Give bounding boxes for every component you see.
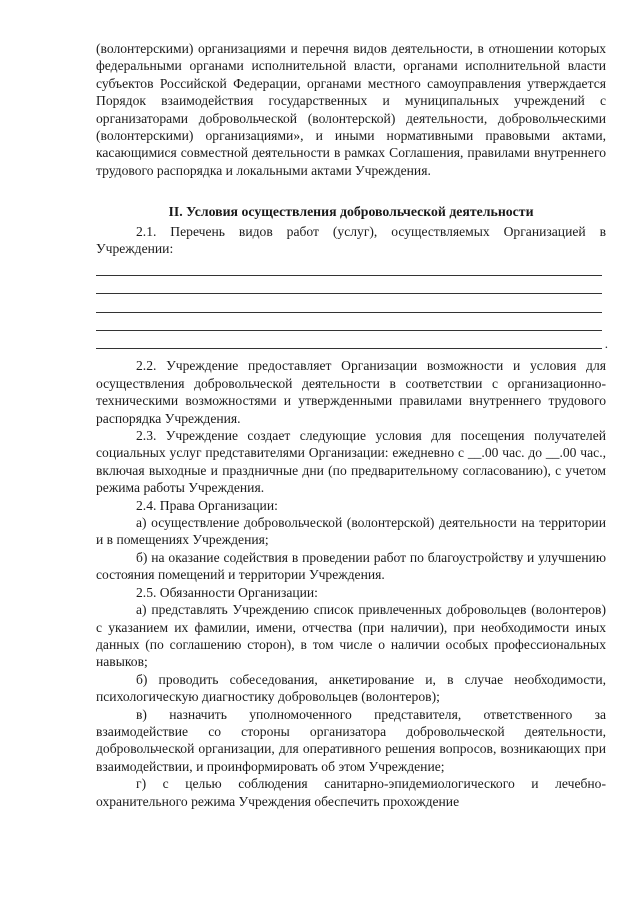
clause-2-5-a: а) представлять Учреждению список привлеченных добровольцев (волонтеров) с указанием их фамилии, имени, отчества (при наличии), при необходимости иных данных (по соглашению сторон), в том числе о наличии особых профессиональных навыков; (96, 602, 606, 670)
clause-2-2: 2.2. Учреждение предоставляет Организации возможности и условия для осуществления добровольческой деятельности в соответствии с организационно-техническими возможностями и утвержденными правилами внутреннего трудового распорядка Учреждения. (96, 358, 606, 426)
clause-2-1: 2.1. Перечень видов работ (услуг), осуществляемых Организацией в Учреждении: (96, 223, 606, 257)
clause-2-5-d: г) с целью соблюдения санитарно-эпидемиологического и лечебно-охранительного режима Учреждения обеспечить прохождение (96, 776, 606, 809)
clause-2-5: 2.5. Обязанности Организации: (136, 584, 318, 600)
fill-line (96, 331, 602, 349)
document-page (96, 40, 606, 810)
fill-line (96, 313, 602, 331)
clause-2-5-b: б) проводить собеседования, анкетирование и, в случае необходимости, психологическую диагностику добровольцев (волонтеров); (96, 671, 606, 705)
section-title: II. Условия осуществления добровольческой деятельности (168, 204, 534, 220)
fill-line (96, 257, 602, 275)
clause-2-3: 2.3. Учреждение создает следующие условия для посещения получателей социальных услуг представителями Организации: ежедневно с __.00 час. до __.00 час., включая выходные и праздничные дни (по предварительному согласованию), с учетом режима работы Учреждения. (96, 428, 606, 496)
fill-line (96, 294, 602, 312)
clause-2-5-c: в) назначить уполномоченного представителя, ответственного за взаимодействие со стороны организатора добровольческой деятельности, добровольческой организации, для оперативного решения вопросов, возникающих при взаимодействии, и проинформировать об этом Учреждение; (96, 706, 606, 774)
clause-2-4: 2.4. Права Организации: (136, 497, 278, 513)
fill-line (96, 276, 602, 294)
continuation-paragraph: (волонтерскими) организациями и перечня видов деятельности, в отношении которых федеральными органами исполнительной власти, органами исполнительной власти субъектов Российской Федерации, органами местного самоуправления утверждается Порядок взаимодействия государственных и муниципальных учреждений с организаторами добровольческой (волонтерской) деятельности, добровольческими (волонтерскими) организациями», и иными нормативными правовыми актами, касающимися совместной деятельности в рамках Соглашения, правилами внутреннего трудового распорядка и локальными актами Учреждения. (96, 41, 606, 178)
clause-2-4-a: а) осуществление добровольческой (волонтерской) деятельности на территории и в помещениях Учреждения; (96, 515, 606, 548)
clause-2-4-b: б) на оказание содействия в проведении работ по благоустройству и улучшению состояния помещений и территории Учреждения. (96, 549, 606, 583)
